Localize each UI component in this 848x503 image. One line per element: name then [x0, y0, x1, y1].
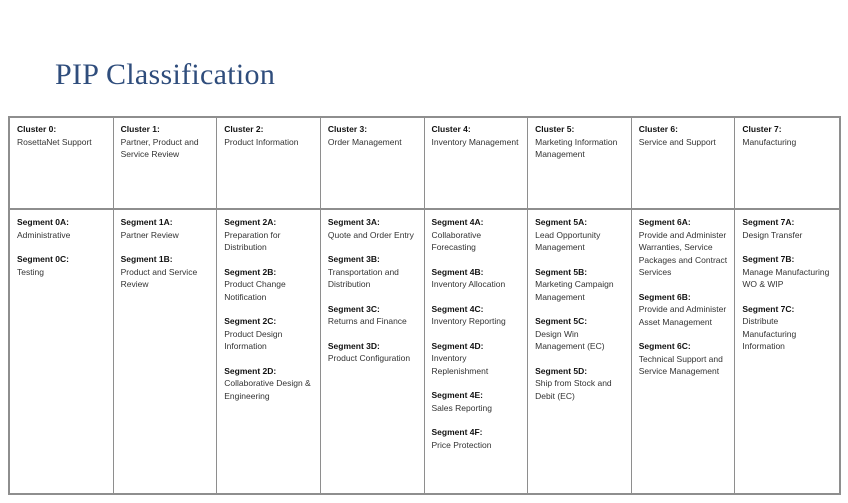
segment-label: Segment 2D:	[224, 365, 277, 376]
segment-item	[224, 365, 314, 403]
cluster-name: Product Information	[224, 136, 299, 147]
cluster-label: Cluster 1:	[120, 124, 160, 134]
segment-name: Testing	[17, 266, 44, 277]
segment-label: Segment 7B:	[742, 254, 795, 264]
cluster-cell	[735, 118, 839, 210]
segment-item	[17, 216, 107, 241]
segment-name: Product and Service Review	[120, 266, 198, 289]
cluster-name: Service and Support	[638, 136, 716, 147]
segment-label: Segment 7C:	[742, 303, 795, 314]
segment-label: Segment 4D:	[431, 340, 484, 351]
segment-label: Segment 5C:	[535, 316, 588, 326]
segment-cell	[114, 210, 218, 493]
segment-cell	[321, 210, 425, 493]
segment-name: Returns and Finance	[327, 316, 407, 326]
segment-name: Marketing Campaign Management	[535, 279, 614, 302]
cluster-label: Cluster 5:	[535, 124, 575, 134]
segment-name: Administrative	[17, 229, 71, 240]
segment-name: Transportation and Distribution	[327, 266, 399, 289]
segment-name: Provide and Administer Warranties, Service Packages and Contract Services	[638, 229, 728, 277]
segment-label: Segment 3A:	[327, 217, 380, 227]
segment-label: Segment 3D:	[327, 340, 380, 351]
segment-item	[224, 266, 314, 304]
cluster-cell	[10, 118, 114, 210]
segment-label: Segment 7A:	[742, 217, 795, 227]
cluster-label: Cluster 6:	[638, 124, 678, 134]
segment-item	[17, 253, 107, 278]
segment-item	[432, 303, 522, 328]
segment-item	[639, 291, 729, 329]
cluster-label: Cluster 3:	[327, 124, 368, 134]
segment-item	[224, 315, 314, 353]
cluster-name: RosettaNet Support	[17, 136, 92, 147]
segment-label: Segment 5A:	[535, 217, 588, 227]
segment-item	[328, 303, 418, 328]
segment-label: Segment 5D:	[535, 365, 588, 376]
segment-label: Segment 4C:	[431, 303, 484, 314]
segment-name: Partner Review	[120, 229, 179, 240]
segment-item	[328, 340, 418, 365]
segment-item	[432, 389, 522, 414]
segment-name: Product Configuration	[327, 353, 411, 363]
page-title: PIP Classification	[55, 58, 276, 91]
segment-name: Design Win Management (EC)	[535, 328, 605, 351]
segment-label: Segment 3B:	[327, 254, 380, 264]
segment-label: Segment 0C:	[17, 254, 69, 264]
segment-item	[328, 253, 418, 291]
segment-name: Distribute Manufacturing Information	[742, 316, 797, 351]
cluster-cell	[321, 118, 425, 210]
segment-item	[639, 216, 729, 279]
segment-label: Segment 1B:	[120, 254, 173, 264]
segment-label: Segment 5B:	[535, 266, 588, 277]
segment-cell	[10, 210, 114, 493]
segment-cell	[425, 210, 529, 493]
segment-item	[742, 303, 833, 353]
segment-cell	[217, 210, 321, 493]
cluster-name: Marketing Information Management	[535, 136, 618, 159]
segment-name: Product Change Notification	[224, 279, 286, 302]
segment-item	[432, 340, 522, 378]
segment-name: Collaborative Forecasting	[431, 229, 482, 252]
segment-item	[432, 426, 522, 451]
segment-name: Product Design Information	[224, 328, 283, 351]
segment-label: Segment 1A:	[120, 217, 173, 227]
cluster-label: Cluster 7:	[742, 124, 782, 134]
segment-name: Preparation for Distribution	[224, 229, 281, 252]
segment-item	[742, 253, 833, 291]
segment-name: Manage Manufacturing WO & WIP	[742, 266, 830, 289]
segment-item	[121, 253, 211, 291]
segment-name: Price Protection	[431, 439, 492, 450]
segment-item	[742, 216, 833, 241]
cluster-cell	[632, 118, 736, 210]
cluster-cell	[425, 118, 529, 210]
cluster-cell	[528, 118, 632, 210]
segment-name: Ship from Stock and Debit (EC)	[535, 378, 612, 401]
segment-cell	[528, 210, 632, 493]
segment-label: Segment 4F:	[431, 427, 483, 437]
cluster-name: Order Management	[327, 136, 402, 147]
segment-label: Segment 6B:	[638, 291, 691, 302]
segment-name: Sales Reporting	[431, 402, 492, 413]
segment-item	[535, 216, 625, 254]
cluster-name: Inventory Management	[431, 136, 519, 147]
segment-name: Quote and Order Entry	[327, 229, 414, 240]
cluster-label: Cluster 0:	[17, 124, 57, 134]
segment-item	[121, 216, 211, 241]
segment-item	[535, 315, 625, 353]
segment-label: Segment 2A:	[224, 217, 277, 227]
segment-name: Lead Opportunity Management	[535, 229, 601, 252]
cluster-label: Cluster 2:	[224, 124, 264, 134]
segment-label: Segment 6A:	[638, 217, 691, 227]
segment-name: Provide and Administer Asset Management	[638, 304, 727, 327]
segment-label: Segment 6C:	[638, 341, 691, 351]
segment-item	[328, 216, 418, 241]
segment-item	[432, 266, 522, 291]
segment-name: Inventory Replenishment	[431, 353, 489, 376]
cluster-cell	[217, 118, 321, 210]
segment-item	[639, 340, 729, 378]
cluster-name: Partner, Product and Service Review	[120, 136, 199, 159]
segment-item	[535, 266, 625, 304]
segment-name: Inventory Reporting	[431, 316, 506, 326]
segment-label: Segment 4B:	[431, 266, 484, 277]
segment-item	[224, 216, 314, 254]
segment-name: Design Transfer	[742, 229, 803, 240]
segment-label: Segment 2C:	[224, 316, 277, 326]
segment-name: Technical Support and Service Management	[638, 353, 723, 376]
segment-label: Segment 3C:	[327, 303, 380, 314]
segment-item	[535, 365, 625, 403]
cluster-label: Cluster 4:	[431, 124, 471, 134]
segment-label: Segment 0A:	[17, 217, 69, 227]
cluster-name: Manufacturing	[742, 136, 797, 147]
segment-label: Segment 4A:	[431, 217, 484, 227]
segment-item	[432, 216, 522, 254]
cluster-cell	[114, 118, 218, 210]
segment-name: Inventory Allocation	[431, 279, 506, 289]
segment-cell	[632, 210, 736, 493]
segment-cell	[735, 210, 839, 493]
segment-name: Collaborative Design & Engineering	[224, 378, 311, 401]
segment-label: Segment 2B:	[224, 266, 277, 277]
segment-label: Segment 4E:	[431, 390, 483, 400]
classification-table	[8, 116, 841, 495]
